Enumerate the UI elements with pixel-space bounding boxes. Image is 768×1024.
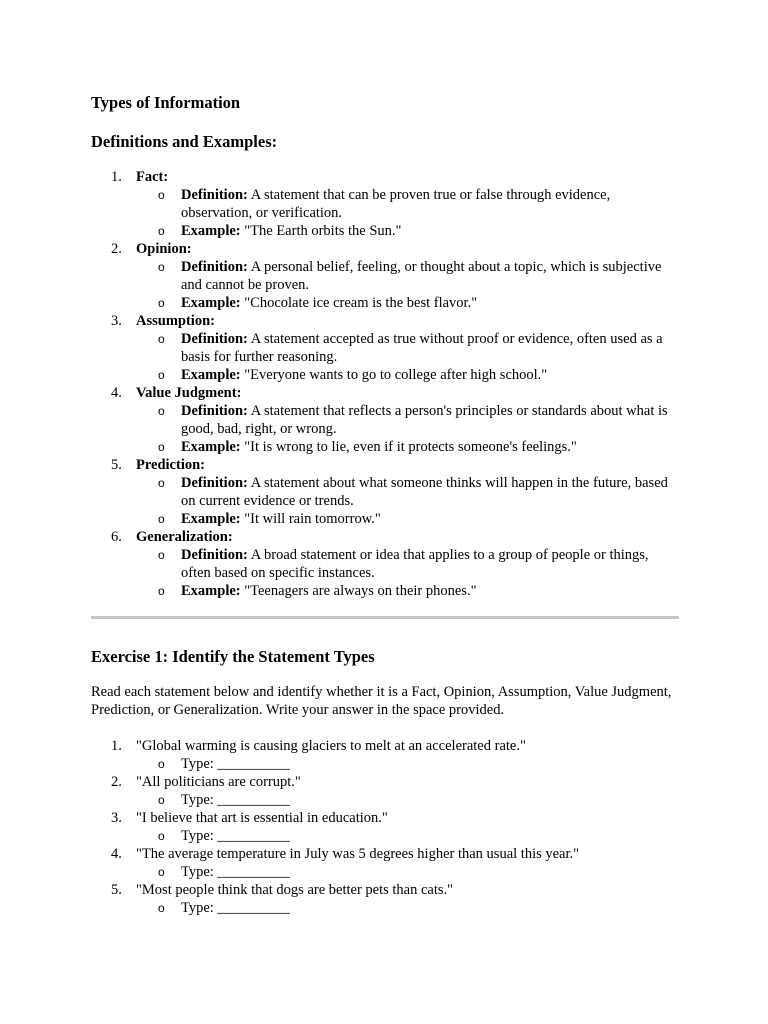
- type-item: [91, 312, 679, 384]
- type-details: [136, 258, 679, 312]
- item-number: 4.: [111, 385, 122, 401]
- bullet-icon: o: [158, 368, 165, 382]
- bullet-icon: o: [158, 404, 165, 418]
- statement-item: [91, 881, 679, 917]
- type-answer-blank[interactable]: Type: __________: [181, 864, 290, 880]
- bullet-icon: o: [158, 332, 165, 346]
- statement-answer: [136, 827, 679, 845]
- statement-item: [91, 809, 679, 845]
- statement-text: "I believe that art is essential in education.": [136, 810, 388, 826]
- type-details: [136, 474, 679, 528]
- bullet-icon: o: [158, 548, 165, 562]
- definition-label: Definition:: [181, 547, 248, 563]
- type-term: Generalization:: [136, 529, 233, 545]
- exercise-instructions: Read each statement below and identify whether it is a Fact, Opinion, Assumption, Value Judgment, Prediction, or Generalization. Write your answer in the space provided.: [91, 684, 672, 718]
- type-answer-item: [136, 791, 679, 809]
- statement-text: "All politicians are corrupt.": [136, 774, 301, 790]
- type-answer-blank[interactable]: Type: __________: [181, 756, 290, 772]
- type-term: Prediction:: [136, 457, 205, 473]
- example-label: Example:: [181, 583, 241, 599]
- statement-answer: [136, 791, 679, 809]
- definition-item: [136, 330, 679, 366]
- bullet-icon: o: [158, 584, 165, 598]
- bullet-icon: o: [158, 296, 165, 310]
- bullet-icon: o: [158, 476, 165, 490]
- example-text: "It will rain tomorrow.": [244, 511, 381, 527]
- definition-text: A statement that reflects a person's principles or standards about what is good, bad, right, or wrong.: [181, 403, 668, 437]
- example-label: Example:: [181, 511, 241, 527]
- bullet-icon: o: [158, 224, 165, 238]
- type-term: Fact:: [136, 169, 169, 185]
- item-number: 3.: [111, 810, 122, 826]
- statement-answer: [136, 899, 679, 917]
- definition-item: [136, 258, 679, 294]
- statement-item: [91, 773, 679, 809]
- example-text: "Everyone wants to go to college after high school.": [244, 367, 548, 383]
- bullet-icon: o: [158, 260, 165, 274]
- statement-item: [91, 737, 679, 773]
- bullet-icon: o: [158, 865, 165, 879]
- example-item: [136, 366, 679, 384]
- item-number: 6.: [111, 529, 122, 545]
- definition-item: [136, 546, 679, 582]
- definition-label: Definition:: [181, 187, 248, 203]
- example-label: Example:: [181, 223, 241, 239]
- type-item: [91, 240, 679, 312]
- statement-text: "The average temperature in July was 5 degrees higher than usual this year.": [136, 846, 580, 862]
- statement-answer: [136, 755, 679, 773]
- bullet-icon: o: [158, 901, 165, 915]
- definition-label: Definition:: [181, 403, 248, 419]
- type-answer-item: [136, 899, 679, 917]
- type-answer-blank[interactable]: Type: __________: [181, 900, 290, 916]
- example-item: [136, 438, 679, 456]
- example-label: Example:: [181, 295, 241, 311]
- statement-item: [91, 845, 679, 881]
- example-text: "Chocolate ice cream is the best flavor.": [244, 295, 478, 311]
- bullet-icon: o: [158, 188, 165, 202]
- type-term: Value Judgment:: [136, 385, 242, 401]
- bullet-icon: o: [158, 440, 165, 454]
- item-number: 5.: [111, 457, 122, 473]
- example-text: "It is wrong to lie, even if it protects someone's feelings.": [244, 439, 577, 455]
- definition-label: Definition:: [181, 331, 248, 347]
- type-item: [91, 456, 679, 528]
- type-item: [91, 528, 679, 600]
- bullet-icon: o: [158, 757, 165, 771]
- type-answer-item: [136, 863, 679, 881]
- statement-text: "Global warming is causing glaciers to melt at an accelerated rate.": [136, 738, 526, 754]
- exercise-list: [91, 737, 679, 917]
- bullet-icon: o: [158, 512, 165, 526]
- example-label: Example:: [181, 439, 241, 455]
- definition-label: Definition:: [181, 475, 248, 491]
- item-number: 3.: [111, 313, 122, 329]
- type-item: [91, 384, 679, 456]
- type-answer-blank[interactable]: Type: __________: [181, 828, 290, 844]
- item-number: 5.: [111, 882, 122, 898]
- definition-label: Definition:: [181, 259, 248, 275]
- example-item: [136, 510, 679, 528]
- type-details: [136, 330, 679, 384]
- definition-text: A statement that can be proven true or false through evidence, observation, or verification.: [181, 187, 611, 221]
- type-details: [136, 546, 679, 600]
- item-number: 1.: [111, 169, 122, 185]
- type-term: Opinion:: [136, 241, 192, 257]
- type-answer-item: [136, 827, 679, 845]
- example-text: "The Earth orbits the Sun.": [244, 223, 402, 239]
- statement-answer: [136, 863, 679, 881]
- definition-item: [136, 186, 679, 222]
- definition-item: [136, 402, 679, 438]
- definition-text: A statement about what someone thinks will happen in the future, based on current evidence or trends.: [181, 475, 668, 509]
- example-item: [136, 294, 679, 312]
- types-list: [91, 168, 679, 600]
- type-details: [136, 186, 679, 240]
- item-number: 2.: [111, 774, 122, 790]
- type-item: [91, 168, 679, 240]
- document-title: Types of Information: [91, 93, 241, 112]
- type-answer-item: [136, 755, 679, 773]
- example-item: [136, 582, 679, 600]
- item-number: 1.: [111, 738, 122, 754]
- definition-item: [136, 474, 679, 510]
- item-number: 2.: [111, 241, 122, 257]
- definition-text: A statement accepted as true without proof or evidence, often used as a basis for further reasoning.: [181, 331, 663, 365]
- horizontal-divider: [91, 616, 679, 619]
- bullet-icon: o: [158, 793, 165, 807]
- example-item: [136, 222, 679, 240]
- example-text: "Teenagers are always on their phones.": [244, 583, 477, 599]
- type-term: Assumption:: [136, 313, 215, 329]
- item-number: 4.: [111, 846, 122, 862]
- type-answer-blank[interactable]: Type: __________: [181, 792, 290, 808]
- definition-text: A broad statement or idea that applies to a group of people or things, often based on specific instances.: [181, 547, 649, 581]
- document-page: [91, 92, 679, 917]
- section-title: Definitions and Examples:: [91, 132, 278, 151]
- type-details: [136, 402, 679, 456]
- exercise-title: Exercise 1: Identify the Statement Types: [91, 647, 375, 666]
- statement-text: "Most people think that dogs are better pets than cats.": [136, 882, 454, 898]
- bullet-icon: o: [158, 829, 165, 843]
- definition-text: A personal belief, feeling, or thought about a topic, which is subjective and cannot be proven.: [181, 259, 662, 293]
- example-label: Example:: [181, 367, 241, 383]
